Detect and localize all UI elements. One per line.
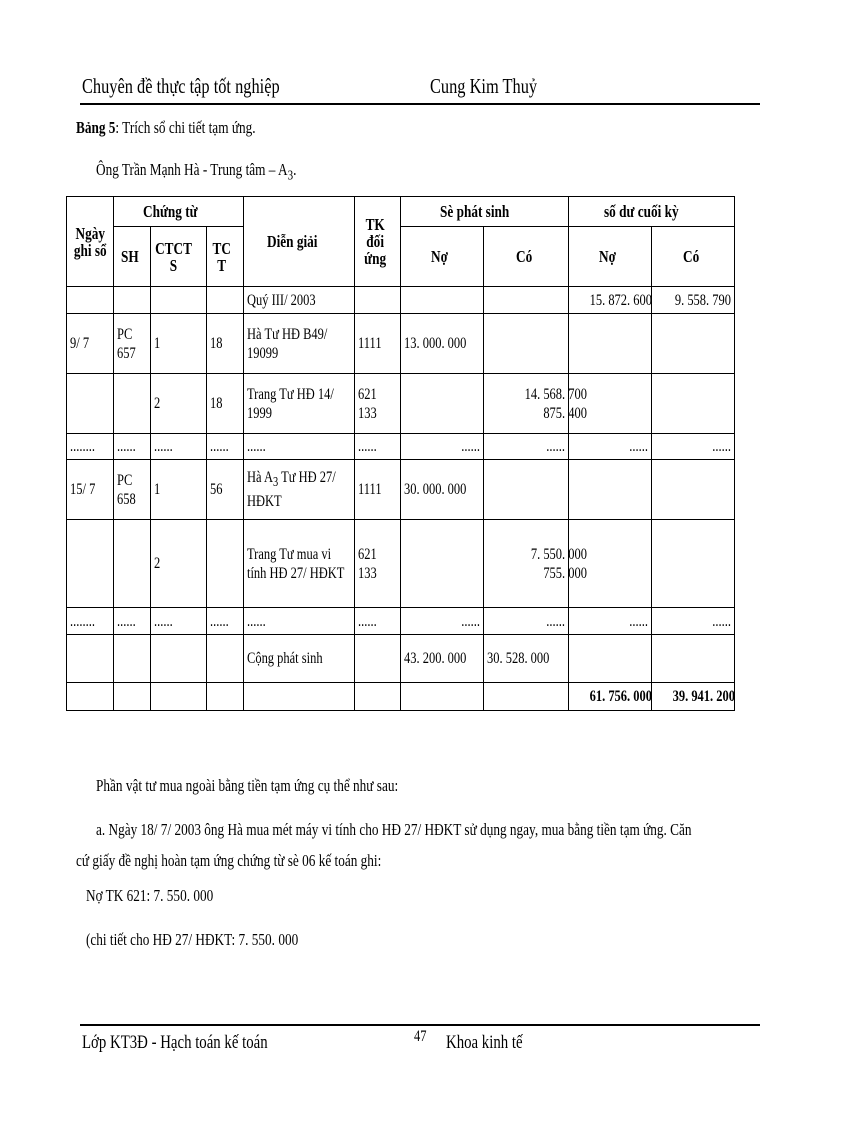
cell-ctct: 2 (151, 374, 207, 434)
col-header-date: Ngày ghi sổ (67, 197, 114, 287)
table-row (67, 434, 735, 460)
cell-balance-debit: 61. 756. 000 (569, 683, 652, 711)
cell-ctct: 1 (151, 314, 207, 374)
col-header-sh: SH (114, 227, 151, 287)
table-caption-text: : Trích sổ chi tiết tạm ứng. (115, 118, 256, 137)
cell-credit: ...... (484, 434, 569, 460)
cell-balance-credit: 39. 941. 200 (652, 683, 735, 711)
cell-ctct: 2 (151, 520, 207, 608)
table-row (67, 520, 735, 608)
cell-tc: 18 (207, 314, 244, 374)
col-header-account: TK đối ứng (355, 197, 401, 287)
cell-ctct: ...... (151, 434, 207, 460)
cell-ctct: ...... (151, 608, 207, 635)
header-title: Chuyên đề thực tập tốt nghiệp (82, 74, 280, 98)
table-row (67, 608, 735, 635)
cell-balance-credit: ...... (652, 434, 735, 460)
cell-date: ........ (67, 434, 114, 460)
body-detail-entry: (chi tiết cho HĐ 27/ HĐKT: 7. 550. 000 (86, 930, 299, 949)
table-row (67, 287, 735, 314)
cell-account: 621 133 (355, 374, 401, 434)
cell-date: ........ (67, 608, 114, 635)
cell-balance-credit: ...... (652, 608, 735, 635)
cell-description: ...... (244, 434, 355, 460)
cell-debit: 30. 000. 000 (401, 460, 484, 520)
table-row (67, 374, 735, 434)
page-number: 47 (414, 1028, 427, 1045)
cell-sh: ...... (114, 608, 151, 635)
col-header-arising-debit: Nợ (401, 227, 484, 287)
subject-tail: . (293, 160, 297, 179)
col-header-balance: số dư cuối kỳ (569, 197, 735, 227)
advance-ledger-table (66, 196, 735, 711)
cell-debit: 13. 000. 000 (401, 314, 484, 374)
body-debit-entry: Nợ TK 621: 7. 550. 000 (86, 886, 214, 905)
col-header-description: Diễn giải (244, 197, 355, 287)
cell-sh: ...... (114, 434, 151, 460)
cell-account: ...... (355, 434, 401, 460)
cell-description: Hà $A_3$ Tư HĐ 27/ HĐKT (244, 460, 355, 520)
col-header-balance-debit: Nợ (569, 227, 652, 287)
table-row-closing-balance (67, 683, 735, 711)
cell-account: 1111 (355, 460, 401, 520)
cell-description: ...... (244, 608, 355, 635)
cell-credit: 7. 550. 000 755. 000 (484, 520, 569, 608)
table-row (67, 314, 735, 374)
cell-sh: PC 658 (114, 460, 151, 520)
cell-ctct: 1 (151, 460, 207, 520)
cell-date: 15/ 7 (67, 460, 114, 520)
col-header-tc: TC T (207, 227, 244, 287)
cell-description: Trang Tư HĐ 14/ 1999 (244, 374, 355, 434)
cell-debit: ...... (401, 434, 484, 460)
cell-account: 621 133 (355, 520, 401, 608)
subject-line (96, 160, 353, 184)
cell-tc: 56 (207, 460, 244, 520)
cell-description: Cộng phát sinh (244, 635, 355, 683)
cell-credit: 30. 528. 000 (484, 635, 569, 683)
cell-balance-credit: 9. 558. 790 (652, 287, 735, 314)
col-header-ctct: CTCT S (151, 227, 207, 287)
body-item-a-line1: a. Ngày 18/ 7/ 2003 ông Hà mua mét máy vi tính cho HĐ 27/ HĐKT sử dụng ngay, mua bằng tiền tạm ứng. Căn (96, 820, 692, 839)
col-header-voucher: Chứng từ (114, 197, 244, 227)
subject-subscript: 3 (287, 167, 294, 184)
cell-balance-debit: 15. 872. 600 (569, 287, 652, 314)
footer-rule (80, 1024, 760, 1026)
cell-credit: ...... (484, 608, 569, 635)
col-header-arising-credit: Có (484, 227, 569, 287)
body-item-a-line2: cứ giấy đề nghị hoàn tạm ứng chứng từ sè 06 kế toán ghi: (76, 851, 382, 870)
table-caption (76, 118, 306, 138)
cell-tc: 18 (207, 374, 244, 434)
cell-description: Trang Tư mua vi tính HĐ 27/ HĐKT (244, 520, 355, 608)
cell-account: 1111 (355, 314, 401, 374)
header-rule (80, 103, 760, 105)
cell-tc: ...... (207, 434, 244, 460)
cell-sh: PC 657 (114, 314, 151, 374)
footer-class: Lớp KT3Đ - Hạch toán kế toán (82, 1032, 268, 1053)
cell-account: ...... (355, 608, 401, 635)
cell-balance-debit: ...... (569, 608, 652, 635)
col-header-arising: Sè phát sinh (401, 197, 569, 227)
table-row (67, 460, 735, 520)
cell-tc: ...... (207, 608, 244, 635)
table-caption-label: Bảng 5 (76, 118, 116, 137)
body-intro: Phần vật tư mua ngoài bằng tiền tạm ứng cụ thể như sau: (96, 776, 399, 795)
cell-date: 9/ 7 (67, 314, 114, 374)
page-header (0, 70, 816, 110)
table-row-total (67, 635, 735, 683)
col-header-balance-credit: Có (652, 227, 735, 287)
cell-debit: ...... (401, 608, 484, 635)
cell-balance-debit: ...... (569, 434, 652, 460)
cell-description: Quý III/ 2003 (244, 287, 355, 314)
cell-debit: 43. 200. 000 (401, 635, 484, 683)
footer-faculty: Khoa kinh tế (446, 1032, 523, 1053)
cell-description: Hà Tư HĐ B49/ 19099 (244, 314, 355, 374)
header-author: Cung Kim Thuỷ (430, 74, 538, 98)
subject-text: Ông Trần Mạnh Hà - Trung tâm – A (96, 160, 288, 179)
cell-credit: 14. 568. 700 875. 400 (484, 374, 569, 434)
